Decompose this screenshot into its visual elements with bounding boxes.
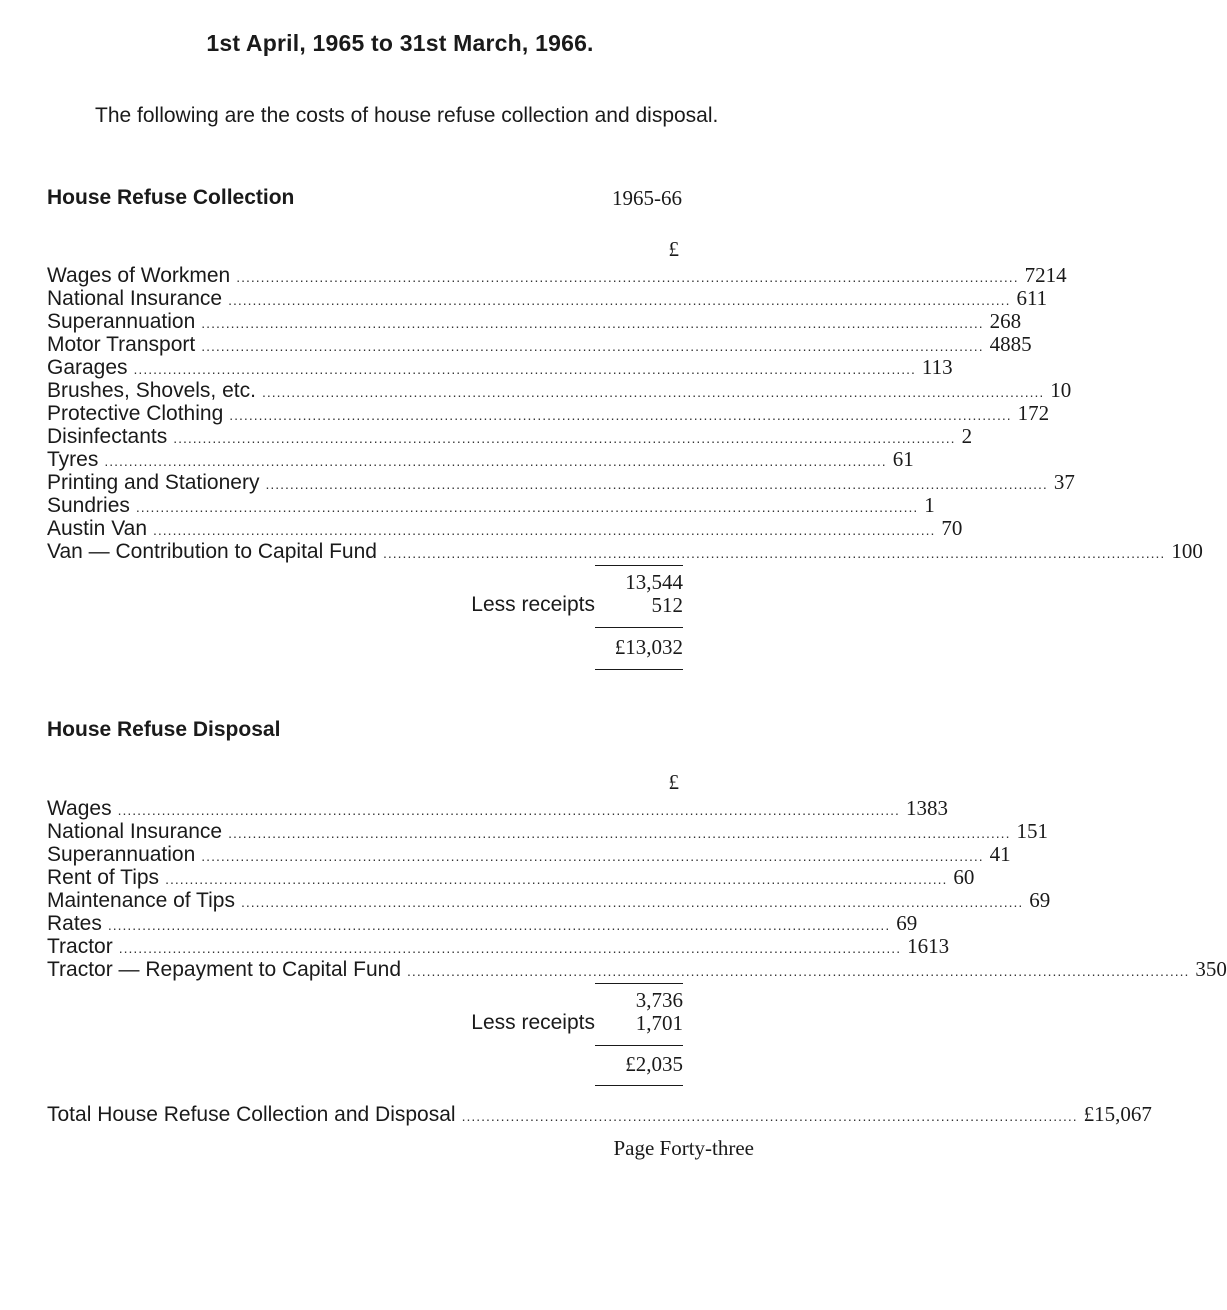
line-item-label: Van — Contribution to Capital Fund: [47, 540, 377, 563]
line-item-value: 2: [961, 424, 973, 448]
line-item-value: 1: [924, 493, 935, 517]
line-item-value: 61: [892, 447, 914, 471]
line-item-label: Motor Transport: [47, 333, 196, 356]
collection-net-underline: [595, 669, 683, 670]
grand-total-row: [47, 1102, 1152, 1126]
line-item-label: National Insurance: [47, 820, 223, 843]
leader-dots: ................................................................................................................................................................: [201, 848, 984, 864]
leader-dots: ................................................................................................................................................................: [228, 825, 1011, 841]
leader-dots: ................................................................................................................................................................: [236, 269, 1019, 285]
line-item-row: [47, 842, 1011, 866]
disposal-currency-heading: £: [668, 770, 679, 794]
line-item-label: Garages: [47, 356, 128, 379]
collection-net-rule: [595, 627, 683, 628]
line-item-label: Rent of Tips: [47, 866, 160, 889]
line-item-label: Tyres: [47, 448, 99, 471]
collection-currency-heading: £: [668, 237, 679, 261]
line-item-label: Disinfectants: [47, 425, 168, 448]
line-item-row: [47, 957, 1227, 981]
disposal-heading: House Refuse Disposal: [47, 718, 281, 741]
line-item-row: [47, 470, 1075, 494]
line-item-row: [47, 355, 953, 379]
line-item-row: [47, 447, 914, 471]
line-item-row: [47, 493, 935, 517]
line-item-value: 69: [1029, 888, 1051, 912]
line-item-row: [47, 309, 1022, 333]
leader-dots: ................................................................................................................................................................: [165, 871, 948, 887]
disposal-net-underline: [595, 1085, 683, 1086]
line-item-row: [47, 286, 1048, 310]
leader-dots: ................................................................................................................................................................: [382, 545, 1166, 561]
line-item-value: 350: [1195, 957, 1227, 981]
line-item-label: Maintenance of Tips: [47, 889, 235, 912]
line-item-row: [47, 911, 918, 935]
collection-item-list: [47, 263, 1203, 563]
disposal-receipts-label: Less receipts: [471, 1011, 595, 1034]
line-item-row: [47, 378, 1072, 402]
line-item-label: Tractor: [47, 935, 113, 958]
line-item-value: 151: [1016, 819, 1048, 843]
leader-dots: ................................................................................................................................................................: [240, 894, 1024, 910]
line-item-label: Superannuation: [47, 843, 196, 866]
line-item-value: 41: [989, 842, 1011, 866]
line-item-label: Printing and Stationery: [47, 471, 260, 494]
line-item-row: [47, 516, 963, 540]
leader-dots: ................................................................................................................................................................: [261, 384, 1045, 400]
line-item-label: Sundries: [47, 494, 130, 517]
leader-dots: ................................................................................................................................................................: [117, 802, 900, 818]
line-item-label: Brushes, Shovels, etc.: [47, 379, 256, 402]
collection-subtotal-rule: [595, 565, 683, 566]
intro-paragraph: The following are the costs of house refuse collection and disposal.: [95, 104, 719, 127]
line-item-value: 100: [1171, 539, 1203, 563]
line-item-value: 69: [896, 911, 918, 935]
leader-dots: ................................................................................................................................................................: [118, 940, 902, 956]
disposal-receipts-value: 1,701: [635, 1011, 683, 1035]
disposal-net-total: £2,035: [625, 1052, 683, 1076]
line-item-value: 70: [941, 516, 963, 540]
line-item-value: 37: [1053, 470, 1075, 494]
leader-dots: ................................................................................................................................................................: [201, 338, 984, 354]
line-item-label: Austin Van: [47, 517, 148, 540]
line-item-label: National Insurance: [47, 287, 223, 310]
disposal-net-rule: [595, 1045, 683, 1046]
line-item-value: 113: [921, 355, 953, 379]
line-item-label: Superannuation: [47, 310, 196, 333]
leader-dots: ................................................................................................................................................................: [133, 361, 916, 377]
line-item-value: 60: [953, 865, 975, 889]
leader-dots: ................................................................................................................................................................: [201, 315, 984, 331]
line-item-row: [47, 819, 1048, 843]
disposal-subtotal: 3,736: [635, 988, 683, 1012]
line-item-row: [47, 332, 1032, 356]
line-item-value: 268: [989, 309, 1022, 333]
line-item-value: 7214: [1024, 263, 1067, 287]
line-item-row: [47, 888, 1051, 912]
page-number: Page Forty-three: [613, 1136, 754, 1160]
leader-dots: ................................................................................................................................................................: [407, 963, 1190, 979]
line-item-label: Protective Clothing: [47, 402, 224, 425]
line-item-row: [47, 263, 1067, 287]
leader-dots: ................................................................................................................................................................: [107, 917, 891, 933]
line-item-row: [47, 796, 948, 820]
year-column-heading: 1965-66: [612, 186, 682, 210]
collection-subtotal: 13,544: [625, 570, 683, 594]
line-item-row: [47, 539, 1203, 563]
collection-heading: House Refuse Collection: [47, 186, 295, 209]
line-item-value: 10: [1050, 378, 1072, 402]
line-item-row: [47, 424, 973, 448]
line-item-row: [47, 865, 975, 889]
leader-dots: ................................................................................................................................................................: [135, 499, 919, 515]
leader-dots: ................................................................................................................................................................: [153, 522, 936, 538]
line-item-value: 1613: [907, 934, 950, 958]
line-item-value: 611: [1016, 286, 1048, 310]
line-item-value: 172: [1017, 401, 1050, 425]
page-title: 1st April, 1965 to 31st March, 1966.: [206, 30, 594, 56]
leader-dots: ..............................................................................................................................: [461, 1108, 1078, 1124]
line-item-label: Wages of Workmen: [47, 264, 231, 287]
leader-dots: ................................................................................................................................................................: [228, 292, 1011, 308]
line-item-label: Tractor — Repayment to Capital Fund: [47, 958, 402, 981]
collection-receipts-label: Less receipts: [471, 593, 595, 616]
disposal-item-list: [47, 796, 1227, 981]
collection-net-total: £13,032: [614, 635, 683, 659]
leader-dots: ................................................................................................................................................................: [173, 430, 956, 446]
line-item-value: 1383: [905, 796, 948, 820]
disposal-subtotal-rule: [595, 983, 683, 984]
line-item-value: 4885: [989, 332, 1032, 356]
grand-total-value: £15,067: [1083, 1102, 1152, 1126]
line-item-row: [47, 934, 950, 958]
line-item-row: [47, 401, 1050, 425]
leader-dots: ................................................................................................................................................................: [229, 407, 1012, 423]
line-item-label: Rates: [47, 912, 102, 935]
grand-total-label: Total House Refuse Collection and Disposal: [47, 1103, 456, 1126]
line-item-label: Wages: [47, 797, 112, 820]
leader-dots: ................................................................................................................................................................: [104, 453, 887, 469]
leader-dots: ................................................................................................................................................................: [265, 476, 1048, 492]
collection-receipts-value: 512: [651, 593, 683, 617]
